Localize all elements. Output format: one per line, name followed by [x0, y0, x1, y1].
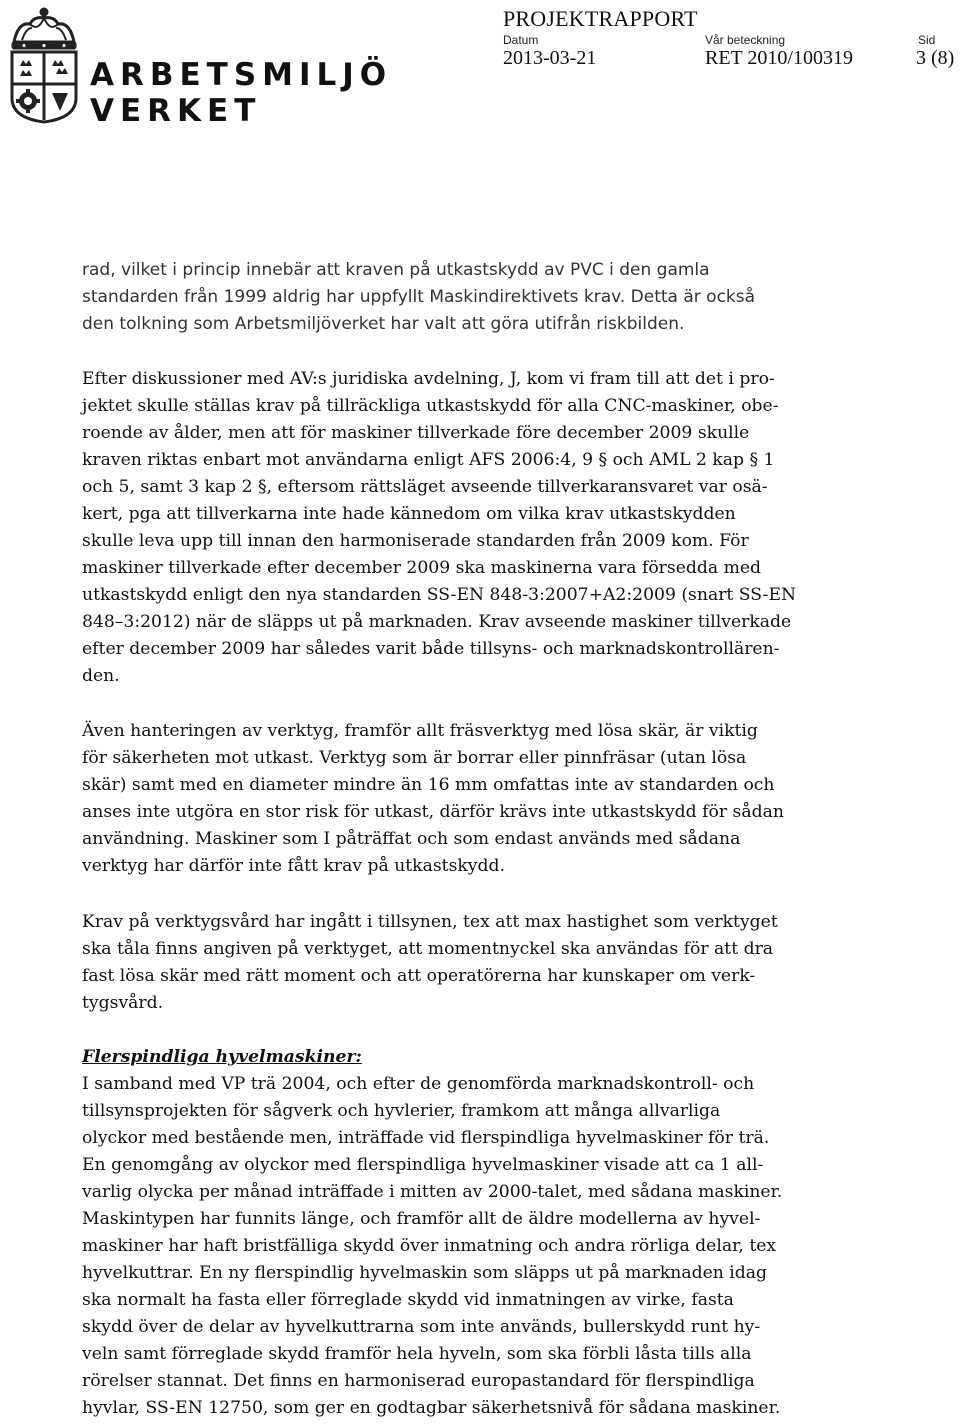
text-line: utkastskydd enligt den nya standarden SS-EN 848-3:2007+A2:2009 (snart SS-EN	[82, 585, 797, 605]
text-line: användning. Maskiner som I påträffat och som endast används med sådana	[82, 829, 741, 849]
text-line: ska normalt ha fasta eller förreglade skydd vid inmatningen av virke, fasta	[82, 1290, 734, 1310]
text-line: kraven riktas enbart mot användarna enligt AFS 2006:4, 9 § och AML 2 kap § 1	[82, 450, 775, 470]
section-heading: Flerspindliga hyvelmaskiner:	[82, 1047, 362, 1067]
text-line: Även hanteringen av verktyg, framför allt fräsverktyg med lösa skär, är viktig	[82, 721, 758, 741]
text-line: I samband med VP trä 2004, och efter de genomförda marknadskontroll- och	[82, 1074, 755, 1094]
text-line: hyvlar, SS-EN 12750, som ger en godtagbar säkerhetsnivå för sådana maskiner.	[82, 1398, 781, 1418]
text-line: ska tåla finns angiven på verktyget, att momentnyckel ska användas för att dra	[82, 939, 774, 959]
paragraph-3	[82, 718, 872, 880]
text-line: Krav på verktygsvård har ingått i tillsynen, tex att max hastighet som verktyget	[82, 912, 778, 932]
paragraph-1	[82, 257, 872, 338]
reference-value: RET 2010/100319	[705, 47, 853, 69]
logo-text-line1: ARBETSMILJÖ	[90, 57, 393, 93]
text-line: efter december 2009 har således varit både tillsyns- och marknadskontrollären-	[82, 639, 780, 659]
text-line: maskiner har haft bristfälliga skydd över inmatning och andra rörliga delar, tex	[82, 1236, 777, 1256]
paragraph-2	[82, 366, 872, 690]
text-line: Efter diskussioner med AV:s juridiska avdelning, J, kom vi fram till att det i pro-	[82, 369, 775, 389]
text-line: kert, pga att tillverkarna inte hade kännedom om vilka krav utkastskydden	[82, 504, 736, 524]
paragraph-5	[82, 1071, 872, 1422]
page-number: 3 (8)	[916, 47, 955, 69]
text-line: hyvelkuttrar. En ny flerspindlig hyvelmaskin som släpps ut på marknaden idag	[82, 1263, 768, 1283]
text-line: olyckor med bestående men, inträffade vid flerspindliga hyvelmaskiner för trä.	[82, 1128, 770, 1148]
text-line: skulle leva upp till innan den harmoniserade standarden från 2009 kom. För	[82, 531, 749, 551]
document-type: PROJEKTRAPPORT	[503, 6, 698, 31]
date-label: Datum	[503, 33, 539, 47]
text-line: rad, vilket i princip innebär att kraven på utkastskydd av PVC i den gamla	[82, 260, 710, 280]
text-line: varlig olycka per månad inträffade i mitten av 2000-talet, med sådana maskiner.	[82, 1182, 783, 1202]
crown-emblem-icon	[4, 4, 84, 124]
text-line: jektet skulle ställas krav på tillräckliga utkastskydd för alla CNC-maskiner, obe-	[82, 396, 779, 416]
text-line: anses inte utgöra en stor risk för utkast, därför krävs inte utkastskydd för sådan	[82, 802, 784, 822]
logo-text-line2: VERKET	[90, 93, 262, 129]
text-line: tillsynsprojekten för sågverk och hyvlerier, framkom att många allvarliga	[82, 1101, 721, 1121]
text-line: för säkerheten mot utkast. Verktyg som är borrar eller pinnfräsar (utan lösa	[82, 748, 747, 768]
text-line: En genomgång av olyckor med flerspindliga hyvelmaskiner visade att ca 1 all-	[82, 1155, 764, 1175]
paragraph-4	[82, 909, 872, 1017]
reference-label: Vår beteckning	[705, 33, 786, 47]
text-line: skydd över de delar av hyvelkuttrarna som inte används, bullerskydd runt hy-	[82, 1317, 761, 1337]
text-line: roende av ålder, men att för maskiner tillverkade före december 2009 skulle	[82, 423, 750, 443]
text-line: verktyg har därför inte fått krav på utkastskydd.	[82, 856, 505, 876]
date-value: 2013-03-21	[503, 47, 597, 69]
text-line: Maskintypen har funnits länge, och framför allt de äldre modellerna av hyvel-	[82, 1209, 761, 1229]
text-line: maskiner tillverkade efter december 2009 ska maskinerna vara försedda med	[82, 558, 762, 578]
page-label: Sid	[918, 33, 936, 47]
text-line: veln samt förreglade skydd framför hela hyveln, som ska förbli låsta tills alla	[82, 1344, 752, 1364]
text-line: 848–3:2012) när de släpps ut på marknaden. Krav avseende maskiner tillverkade	[82, 612, 792, 632]
text-line: standarden från 1999 aldrig har uppfyllt Maskindirektivets krav. Detta är också	[82, 287, 756, 307]
text-line: tygsvård.	[82, 993, 164, 1013]
text-line: och 5, samt 3 kap 2 §, eftersom rättsläget avseende tillverkaransvaret var osä-	[82, 477, 768, 497]
text-line: fast lösa skär med rätt moment och att operatörerna har kunskaper om verk-	[82, 966, 756, 986]
text-line: skär) samt med en diameter mindre än 16 mm omfattas inte av standarden och	[82, 775, 775, 795]
text-line: den.	[82, 666, 120, 686]
text-line: den tolkning som Arbetsmiljöverket har valt att göra utifrån riskbilden.	[82, 314, 685, 334]
arbetsmiljoverket-logo	[4, 4, 393, 129]
text-line: rörelser stannat. Det finns en harmoniserad europastandard för flerspindliga	[82, 1371, 755, 1391]
